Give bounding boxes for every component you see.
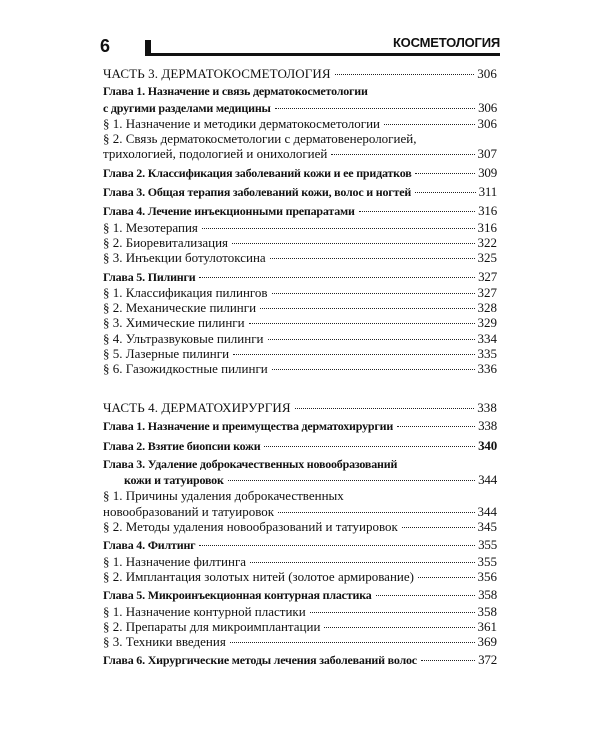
toc-entry-title: § 2. Имплантация золотых нитей (золотое армирование): [103, 568, 414, 584]
page-number: 6: [100, 36, 111, 56]
toc-entry-title: Глава 5. Пилинги: [103, 269, 196, 284]
toc-entry-title: Глава 4. Лечение инъекционными препаратами: [103, 204, 355, 219]
toc-chapter-title-line: Глава 1. Назначение и связь дерматокосметологии: [103, 84, 368, 99]
toc-entry-title: § 2. Методы удаления новообразований и татуировок: [103, 519, 398, 535]
toc-section: [103, 519, 497, 534]
toc-page-number: 355: [477, 553, 497, 569]
toc-entry-title: Глава 2. Классификация заболеваний кожи и ее придатков: [103, 165, 412, 180]
toc-page-number: 311: [478, 184, 497, 200]
toc-page-number: 336: [477, 361, 497, 377]
running-header: [100, 34, 500, 58]
toc-section: [103, 331, 497, 346]
toc-chapter-title-line: Глава 3. Удаление доброкачественных новообразований: [103, 456, 398, 471]
toc-part-heading: [103, 400, 497, 415]
toc-page-number: 316: [477, 219, 497, 235]
toc-chapter: [103, 537, 497, 553]
toc-entry-title: § 2. Механические пилинги: [103, 300, 257, 316]
toc-entry-title: кожи и татуировок: [124, 473, 224, 488]
toc-entry-title: трихологией, подологией и онихологией: [103, 146, 328, 162]
toc-page-number: 327: [477, 284, 497, 300]
toc-section: [103, 604, 497, 619]
toc-page-number: 328: [477, 300, 497, 316]
toc-page-number: 334: [477, 330, 497, 346]
toc-entry-title: Глава 1. Назначение и преимущества дерматохирургии: [103, 419, 394, 434]
toc-section: [103, 619, 497, 634]
toc-chapter: [103, 587, 497, 603]
toc-entry-title: § 3. Техники введения: [103, 634, 226, 650]
toc-chapter: [103, 269, 497, 285]
toc-part-4: [103, 400, 497, 669]
toc-section: [103, 146, 497, 161]
toc-entry-title: § 1. Назначение филтинга: [103, 553, 247, 569]
toc-page-number: 338: [478, 418, 497, 434]
toc-part-heading: [103, 66, 497, 81]
toc-entry-title: § 1. Мезотерапия: [103, 219, 198, 235]
toc-chapter: [103, 418, 497, 434]
toc-entry-title: § 1. Назначение и методики дерматокосметологии: [103, 115, 381, 131]
toc-page-number: 358: [477, 603, 497, 619]
toc-entry-title: § 2. Препараты для микроимплантации: [103, 618, 321, 634]
toc-page-number: 306: [478, 99, 497, 115]
toc-page-number: 355: [478, 537, 497, 553]
toc-part-3: [103, 66, 497, 377]
toc-section: [103, 116, 497, 131]
toc-section: [103, 554, 497, 569]
toc-chapter: [103, 100, 497, 116]
toc-entry-title: Глава 3. Общая терапия заболеваний кожи, волос и ногтей: [103, 185, 412, 200]
toc-page-number: 361: [477, 618, 497, 634]
toc-entry-title: § 1. Назначение контурной пластики: [103, 603, 306, 619]
toc-section-title-line: § 2. Связь дерматокосметологии с дерматовенерологией,: [103, 131, 417, 147]
toc-entry-title: Глава 2. Взятие биопсии кожи: [103, 438, 261, 453]
toc-page-number: 306: [477, 115, 497, 131]
toc-section: [103, 315, 497, 330]
toc-page-number: 338: [477, 400, 497, 415]
toc-entry-title: Глава 5. Микроинъекционная контурная пластика: [103, 588, 372, 603]
toc-entry-title: § 1. Классификация пилингов: [103, 284, 268, 300]
toc-chapter: [103, 203, 497, 219]
toc-entry-title: § 2. Биоревитализация: [103, 234, 229, 250]
toc-section: [103, 504, 497, 519]
toc-entry-title: Глава 4. Филтинг: [103, 538, 196, 553]
toc-section-title-line: § 1. Причины удаления доброкачественных: [103, 488, 344, 504]
toc-page-number: 335: [477, 346, 497, 362]
toc-chapter: [103, 652, 497, 668]
header-rule: [145, 53, 500, 56]
running-title: КОСМЕТОЛОГИЯ: [389, 35, 500, 50]
toc-page-number: 306: [477, 66, 497, 81]
toc-page-number: 329: [477, 315, 497, 331]
toc-page-number: 316: [478, 203, 497, 219]
toc-entry-title: § 3. Инъекции ботулотоксина: [103, 250, 266, 266]
toc-page-number: 358: [478, 587, 497, 603]
toc-entry-title: § 4. Ультразвуковые пилинги: [103, 330, 264, 346]
toc-section: [103, 634, 497, 649]
toc-chapter: [103, 438, 497, 454]
toc-page-number: 327: [478, 268, 497, 284]
toc-page-number: 340: [478, 437, 497, 453]
toc-entry-title: § 3. Химические пилинги: [103, 315, 245, 331]
toc-chapter: [103, 184, 497, 200]
toc-entry-title: § 5. Лазерные пилинги: [103, 346, 230, 362]
toc-page-number: 344: [478, 472, 497, 488]
toc-page-number: 372: [478, 652, 497, 668]
toc-section: [103, 250, 497, 265]
toc-entry-title: § 6. Газожидкостные пилинги: [103, 361, 268, 377]
toc-section: [103, 220, 497, 235]
toc-page-number: 344: [477, 503, 497, 519]
toc-section: [103, 569, 497, 584]
toc-page-number: 307: [477, 146, 497, 162]
toc-page-number: 345: [477, 519, 497, 535]
toc-entry-title: новообразований и татуировок: [103, 503, 275, 519]
toc-chapter: [103, 165, 497, 181]
toc-page-number: 356: [477, 568, 497, 584]
toc-section: [103, 346, 497, 361]
toc-section: [103, 300, 497, 315]
toc-page-number: 369: [477, 634, 497, 650]
toc-entry-title: ЧАСТЬ 4. ДЕРМАТОХИРУРГИЯ: [103, 400, 291, 415]
toc-entry-title: ЧАСТЬ 3. ДЕРМАТОКОСМЕТОЛОГИЯ: [103, 66, 331, 81]
toc-section: [103, 285, 497, 300]
toc-chapter: [103, 472, 497, 488]
toc-page-number: 325: [477, 250, 497, 266]
toc-entry-title: Глава 6. Хирургические методы лечения заболеваний волос: [103, 653, 417, 668]
toc-section: [103, 361, 497, 376]
toc-page-number: 309: [478, 164, 497, 180]
toc-section: [103, 235, 497, 250]
toc-entry-title: с другими разделами медицины: [103, 100, 271, 115]
toc-page-number: 322: [477, 234, 497, 250]
